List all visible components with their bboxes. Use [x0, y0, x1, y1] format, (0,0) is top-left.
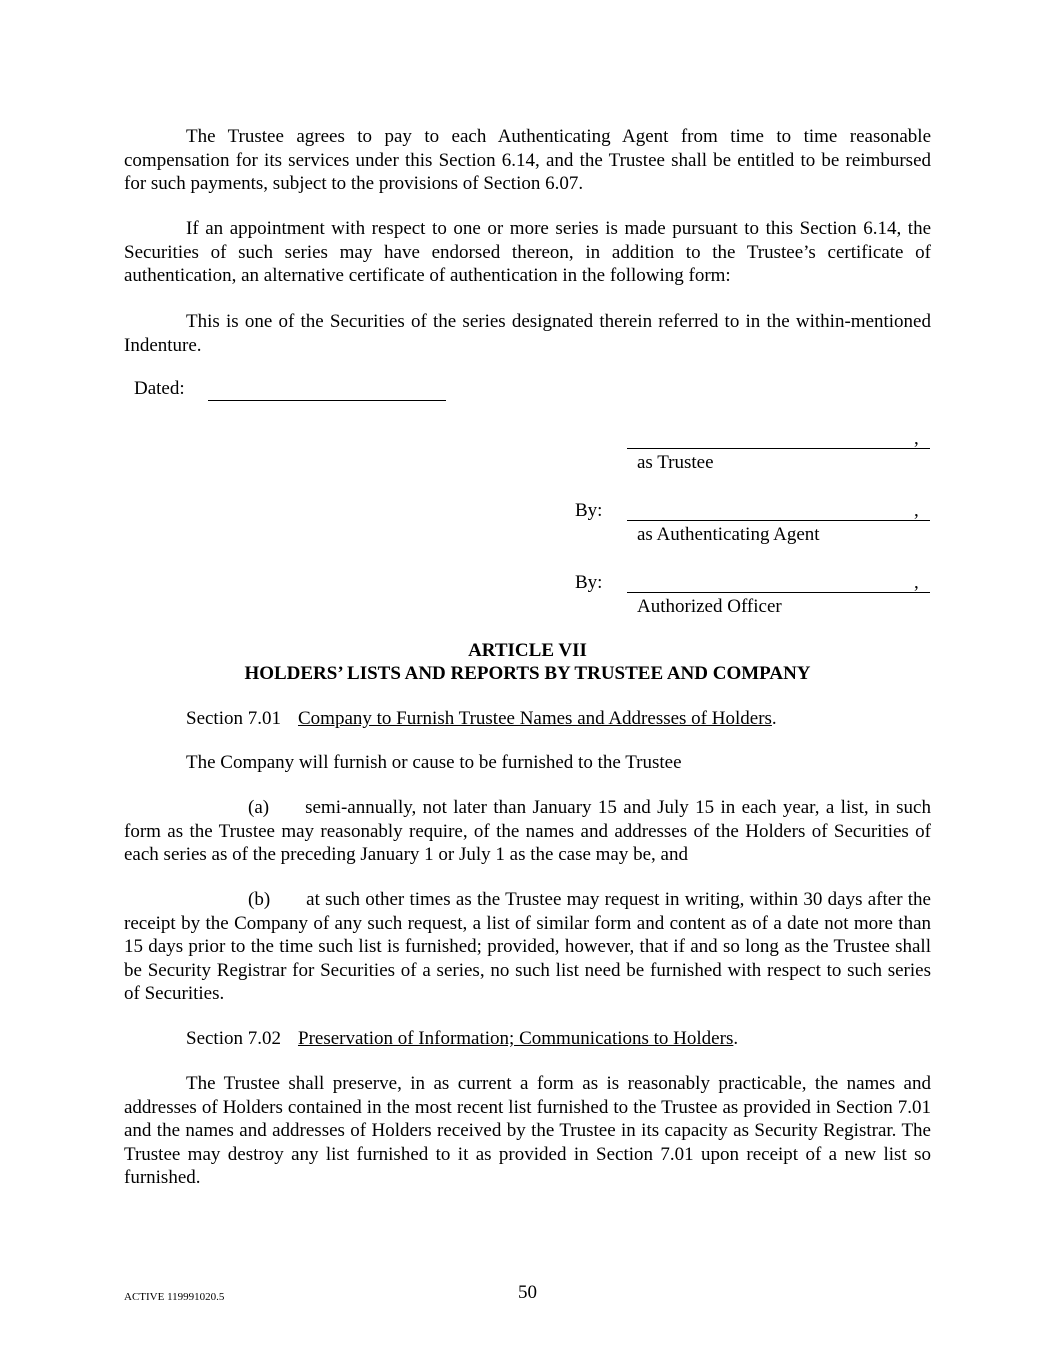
clause-a-label: (a) — [248, 797, 270, 818]
section-7-02-text: The Trustee shall preserve, in as current a form as is reasonably practicable, the names and addresses of Holders contained in the most recent list furnished to the Trustee as provided in Section 7.01 and the names and addresses of Holders received by the Trustee in its capacity as Security Registrar. The Trustee may destroy any list furnished to it as provided in Section 7.01 upon receipt of a new list so furnished. — [124, 1073, 931, 1188]
article-title: HOLDERS’ LISTS AND REPORTS BY TRUSTEE AND COMPANY — [244, 663, 811, 684]
dated-label: Dated: — [134, 378, 185, 399]
officer-signature-line — [627, 592, 930, 593]
dated-signature-line — [208, 400, 446, 401]
agent-line-comma: , — [914, 500, 919, 521]
by-label-agent: By: — [575, 500, 603, 521]
clause-b-label: (b) — [248, 889, 271, 910]
paragraph-appointment: If an appointment with respect to one or more series is made pursuant to this Section 6.14, the Securities of such series may have endorsed thereon, in addition to the Trustee’s certificate of authentication, an alternative certificate of authentication in the following form: — [124, 218, 931, 286]
section-7-02-number: Section 7.02 — [186, 1028, 281, 1049]
page-number: 50 — [518, 1282, 537, 1303]
trustee-signature-line — [627, 448, 930, 449]
agent-signature-line — [627, 520, 930, 521]
by-label-officer: By: — [575, 572, 603, 593]
officer-line-comma: , — [914, 572, 919, 593]
clause-a — [124, 796, 931, 867]
section-7-01-heading — [186, 707, 777, 731]
section-7-02-title: Preservation of Information; Communications to Holders — [298, 1028, 734, 1049]
trustee-caption: as Trustee — [637, 452, 714, 473]
paragraph-compensation: The Trustee agrees to pay to each Authenticating Agent from time to time reasonable compensation for its services under this Section 6.14, and the Trustee shall be entitled to be reimbursed for such payments, subject to the provisions of Section 6.07. — [124, 126, 931, 194]
section-7-01-intro: The Company will furnish or cause to be furnished to the Trustee — [186, 752, 682, 773]
clause-a-text: semi-annually, not later than January 15 and July 15 in each year, a list, in such form as the Trustee may reasonably require, of the names and addresses of the Holders of Securities of each series as of the preceding January 1 or July 1 as the case may be, and — [124, 797, 931, 865]
section-7-01-number: Section 7.01 — [186, 708, 281, 729]
trustee-line-comma: , — [914, 428, 919, 449]
document-id: ACTIVE 119991020.5 — [124, 1291, 225, 1303]
clause-b — [124, 888, 931, 1006]
section-7-01-period: . — [771, 708, 777, 729]
section-7-02-heading — [186, 1027, 738, 1051]
officer-caption: Authorized Officer — [637, 596, 782, 617]
agent-caption: as Authenticating Agent — [637, 524, 820, 545]
paragraph-certificate-form: This is one of the Securities of the series designated therein referred to in the within-mentioned Indenture. — [124, 311, 931, 356]
section-7-01-title: Company to Furnish Trustee Names and Addresses of Holders — [298, 708, 772, 729]
section-7-02-period: . — [733, 1028, 739, 1049]
article-number: ARTICLE VII — [468, 640, 587, 661]
clause-b-text: at such other times as the Trustee may request in writing, within 30 days after the receipt by the Company of any such request, a list of similar form and content as of a date not more than 15 days prior to the time such list is furnished; provided, however, that if and so long as the Trustee shall be Security Registrar for Securities of a series, no such list need be furnished with respect to such series of Securities. — [124, 889, 931, 1004]
